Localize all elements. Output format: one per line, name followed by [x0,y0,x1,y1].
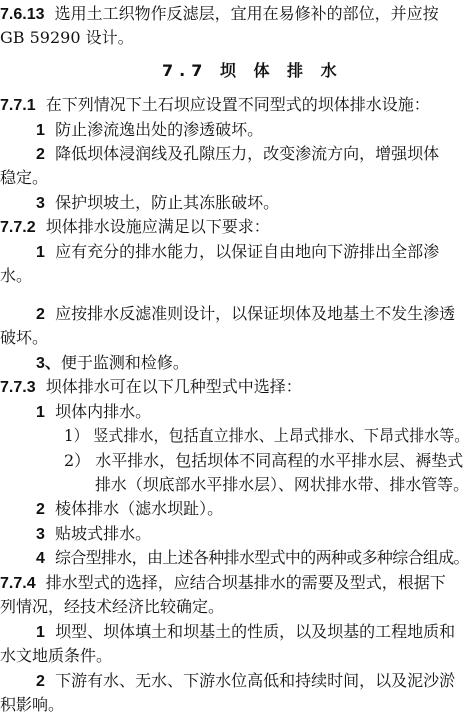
list-item-cont [0,325,48,351]
clause-number: 7.7.4 [0,574,36,592]
item-text: 坝型、坝体填土和坝基土的性质，以及坝基的工程地质和 [55,621,456,641]
clause-7-7-1 [0,92,430,118]
item-text: 贴坡式排水。 [55,523,152,543]
sub-list-item-cont [95,472,469,498]
item-number: 1） [64,426,89,446]
item-text-cont: 排水（坝底部水平排水层）、网状排水带、排水管等。 [95,474,470,494]
list-item-cont [0,643,112,669]
clause-text: 排水型式的选择，应结合坝基排水的需要及型式，根据下 [45,572,446,592]
list-item [36,350,189,376]
item-number: 2 [36,672,45,690]
list-item [36,141,439,167]
list-item-cont [0,165,48,191]
item-text: 下游有水、无水、下游水位高低和持续时间，以及泥沙淤 [55,670,456,690]
item-text-cont: 水文地质条件。 [0,646,113,666]
clause-text: 坝体排水可在以下几种型式中选择： [45,377,302,397]
clause-number: 7.6.13 [0,5,45,23]
clause-7-6-13-line-2 [0,25,134,51]
item-text: 水平排水，包括坝体不同高程的水平排水层、褥垫式 [95,450,464,470]
clause-text: 选用土工织物作反滤层，宜用在易修补的部位，并应按 [54,3,439,23]
clause-text: 坝体排水设施应满足以下要求： [45,217,270,237]
clause-number: 7.7.2 [0,219,36,237]
item-text: 坝体内排水。 [55,401,152,421]
item-text: 降低坝体浸润线及孔隙压力，改变渗流方向，增强坝体 [55,144,440,164]
list-item [36,545,469,571]
clause-7-6-13-line-1 [0,1,439,27]
list-item-cont [0,692,64,718]
list-item [36,619,455,645]
item-text: 棱体排水（滤水坝趾）。 [55,499,224,519]
clause-text-cont [0,594,224,620]
item-number: 2） [64,450,91,470]
item-text: 保护坝坡土，防止其冻胀破坏。 [55,192,280,212]
item-number: 3 [36,525,45,543]
list-item [36,239,439,265]
list-item [36,399,151,425]
list-item [36,117,263,143]
item-number: 2 [36,501,45,519]
list-item-cont [0,263,32,289]
list-item [36,521,151,547]
item-number: 2 [36,146,45,164]
sub-list-item [64,448,463,474]
clause-text: 在下列情况下土石坝应设置不同型式的坝体排水设施： [45,95,430,115]
clause-number: 7.7.3 [0,379,36,397]
item-number: 1 [36,403,45,421]
item-text: 应有充分的排水能力，以保证自由地向下游排出全部渗 [55,241,440,261]
list-item [36,496,223,522]
item-text-cont: 稳定。 [0,168,49,188]
item-number: 1 [36,243,45,261]
sub-list-item [64,423,469,449]
item-number: 1 [36,121,45,139]
item-text: 竖式排水，包括直立排水、上昂式排水、下昂式排水等。 [93,426,470,446]
item-text-cont: 破坏。 [0,328,49,348]
item-number: 2 [36,305,45,323]
clause-number: 7.7.1 [0,97,36,115]
item-text-cont: 积影响。 [0,695,65,714]
item-text: 便于监测和检修。 [60,352,189,372]
section-title: 7.7 坝 体 排 水 [162,61,343,81]
list-item [36,190,279,216]
list-item [36,668,455,694]
item-text: 防止渗流逸出处的渗透破坏。 [55,119,264,139]
clause-7-7-3 [0,374,302,400]
clause-text-cont: GB 59290 设计。 [0,28,134,48]
clause-7-7-2 [0,214,270,240]
item-text: 应按排水反滤准则设计，以保证坝体及地基土不发生渗透 [55,303,456,323]
item-number: 1 [36,623,45,641]
item-text-cont: 水。 [0,266,33,286]
item-number: 4 [36,550,45,568]
list-item [36,301,455,327]
item-text: 综合型排水，由上述各种排水型式中的两种或多种综合组成。 [54,548,469,568]
item-number: 3 [36,194,45,212]
clause-text-cont: 列情况，经技术经济比较确定。 [0,597,225,617]
clause-7-7-4 [0,570,446,596]
item-number: 3、 [36,354,61,372]
